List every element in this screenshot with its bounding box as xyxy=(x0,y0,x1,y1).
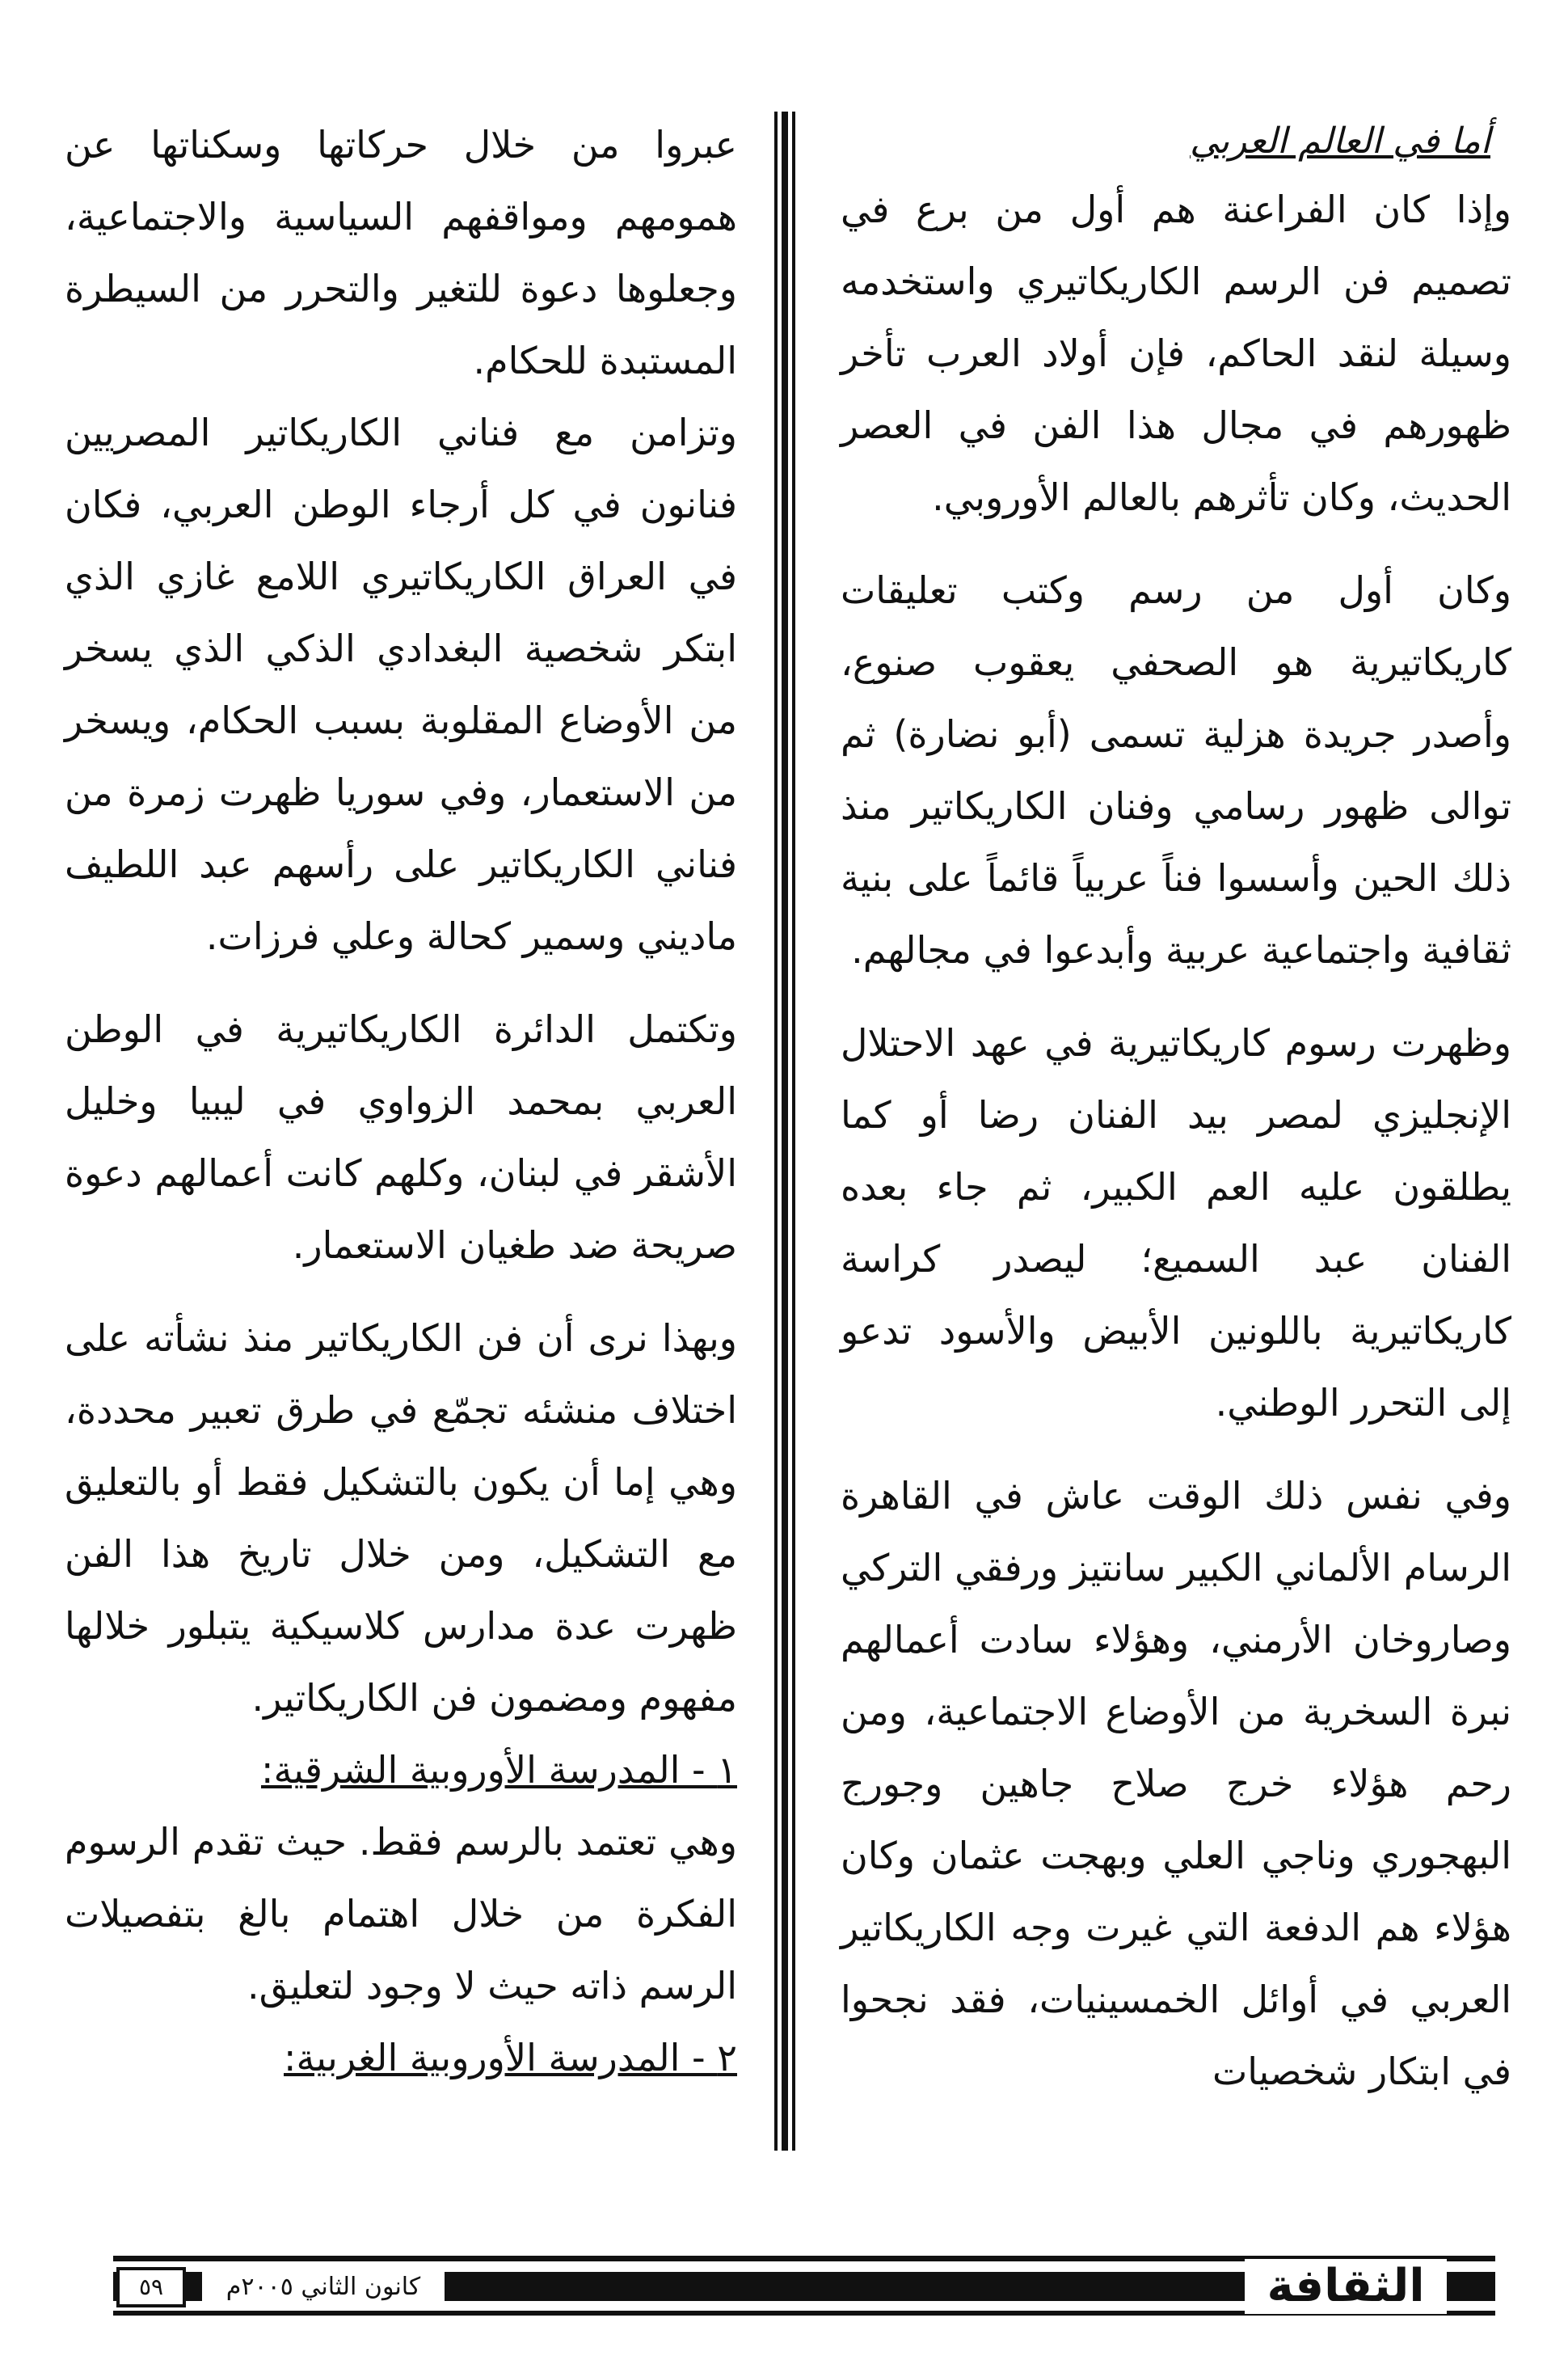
section-heading: أما في العالم العربي xyxy=(1190,120,1490,162)
column-divider xyxy=(773,112,797,2151)
paragraph: وبهذا نرى أن فن الكاريكاتير منذ نشأته على اختلاف منشئه تجمّع في طرق تعبير محددة، وهي إما أن يكون بالتشكيل فقط أو بالتعليق مع التشكيل، ومن خلال تاريخ هذا الفن ظهرت عدة مدارس كلاسيكية يتبلور خلالها مفهوم ومضمون فن الكاريكاتير. xyxy=(65,1316,737,1720)
paragraph: وفي نفس ذلك الوقت عاش في القاهرة الرسام الألماني الكبير سانتيز ورفقي التركي وصاروخان الأرمني، وهؤلاء سادت أعمالهم نبرة السخرية من الأوضاع الاجتماعية، ومن رحم هؤلاء خرج صلاح جاهين وجورج البهجوري وناجي العلي وبهجت عثمان وكان هؤلاء هم الدفعة التي غيرت وجه الكاريكاتير العربي في أوائل الخمسينيات، فقد نجحوا في ابتكار شخصيات xyxy=(841,1474,1511,2093)
right-column xyxy=(841,109,1511,2108)
paragraph: وتكتمل الدائرة الكاريكاتيرية في الوطن العربي بمحمد الزواوي في ليبيا وخليل الأشقر في لبنان، وكلهم كانت أعمالهم دعوة صريحة ضد طغيان الاستعمار. xyxy=(65,1007,737,1267)
subheading-western-school: ٢ - المدرسة الأوروبية الغربية: xyxy=(284,2036,737,2079)
paragraph: وإذا كان الفراعنة هم أول من برع في تصميم فن الرسم الكاريكاتيري واستخدمه وسيلة لنقد الحاكم، فإن أولاد العرب تأخر ظهورهم في مجال هذا الفن في العصر الحديث، وكان تأثرهم بالعالم الأوروبي. xyxy=(841,188,1511,519)
paragraph: وتزامن مع فناني الكاريكاتير المصريين فنانون في كل أرجاء الوطن العربي، فكان في العراق الكاريكاتيري اللامع غازي الذي ابتكر شخصية البغدادي الذكي الذي يسخر من الأوضاع المقلوبة بسبب الحكام، ويسخر من الاستعمار، وفي سوريا ظهرت زمرة من فناني الكاريكاتير على رأسهم عبد اللطيف ماديني وسمير كحالة وعلي فرزات. xyxy=(65,411,737,958)
magazine-logo: الثقافة xyxy=(1245,2259,1447,2314)
paragraph: وكان أول من رسم وكتب تعليقات كاريكاتيرية هو الصحفي يعقوب صنوع، وأصدر جريدة هزلية تسمى (أبو نضارة) ثم توالى ظهور رسامي وفنان الكاريكاتير منذ ذلك الحين وأسسوا فناً عربياً قائماً على بنية ثقافية واجتماعية عربية وأبدعوا في مجالهم. xyxy=(841,568,1511,972)
subheading-eastern-school: ١ - المدرسة الأوروبية الشرقية: xyxy=(260,1748,737,1792)
page-footer xyxy=(113,2256,1495,2317)
paragraph: وظهرت رسوم كاريكاتيرية في عهد الاحتلال الإنجليزي لمصر بيد الفنان رضا أو كما يطلقون عليه العم الكبير، ثم جاء بعده الفنان عبد السميع؛ ليصدر كراسة كاريكاتيرية باللونين الأبيض والأسود تدعو إلى التحرر الوطني. xyxy=(841,1021,1511,1425)
issue-date: كانون الثاني ٢٠٠٥م xyxy=(202,2267,445,2307)
left-column xyxy=(65,109,737,2094)
paragraph: وهي تعتمد بالرسم فقط. حيث تقدم الرسوم الفكرة من خلال اهتمام بالغ بتفصيلات الرسم ذاته حيث لا وجود لتعليق. xyxy=(65,1820,737,2008)
paragraph: عبروا من خلال حركاتها وسكناتها عن همومهم ومواقفهم السياسية والاجتماعية، وجعلوها دعوة للتغير والتحرر من السيطرة المستبدة للحكام. xyxy=(65,123,737,382)
page-number: ٥٩ xyxy=(116,2267,186,2307)
